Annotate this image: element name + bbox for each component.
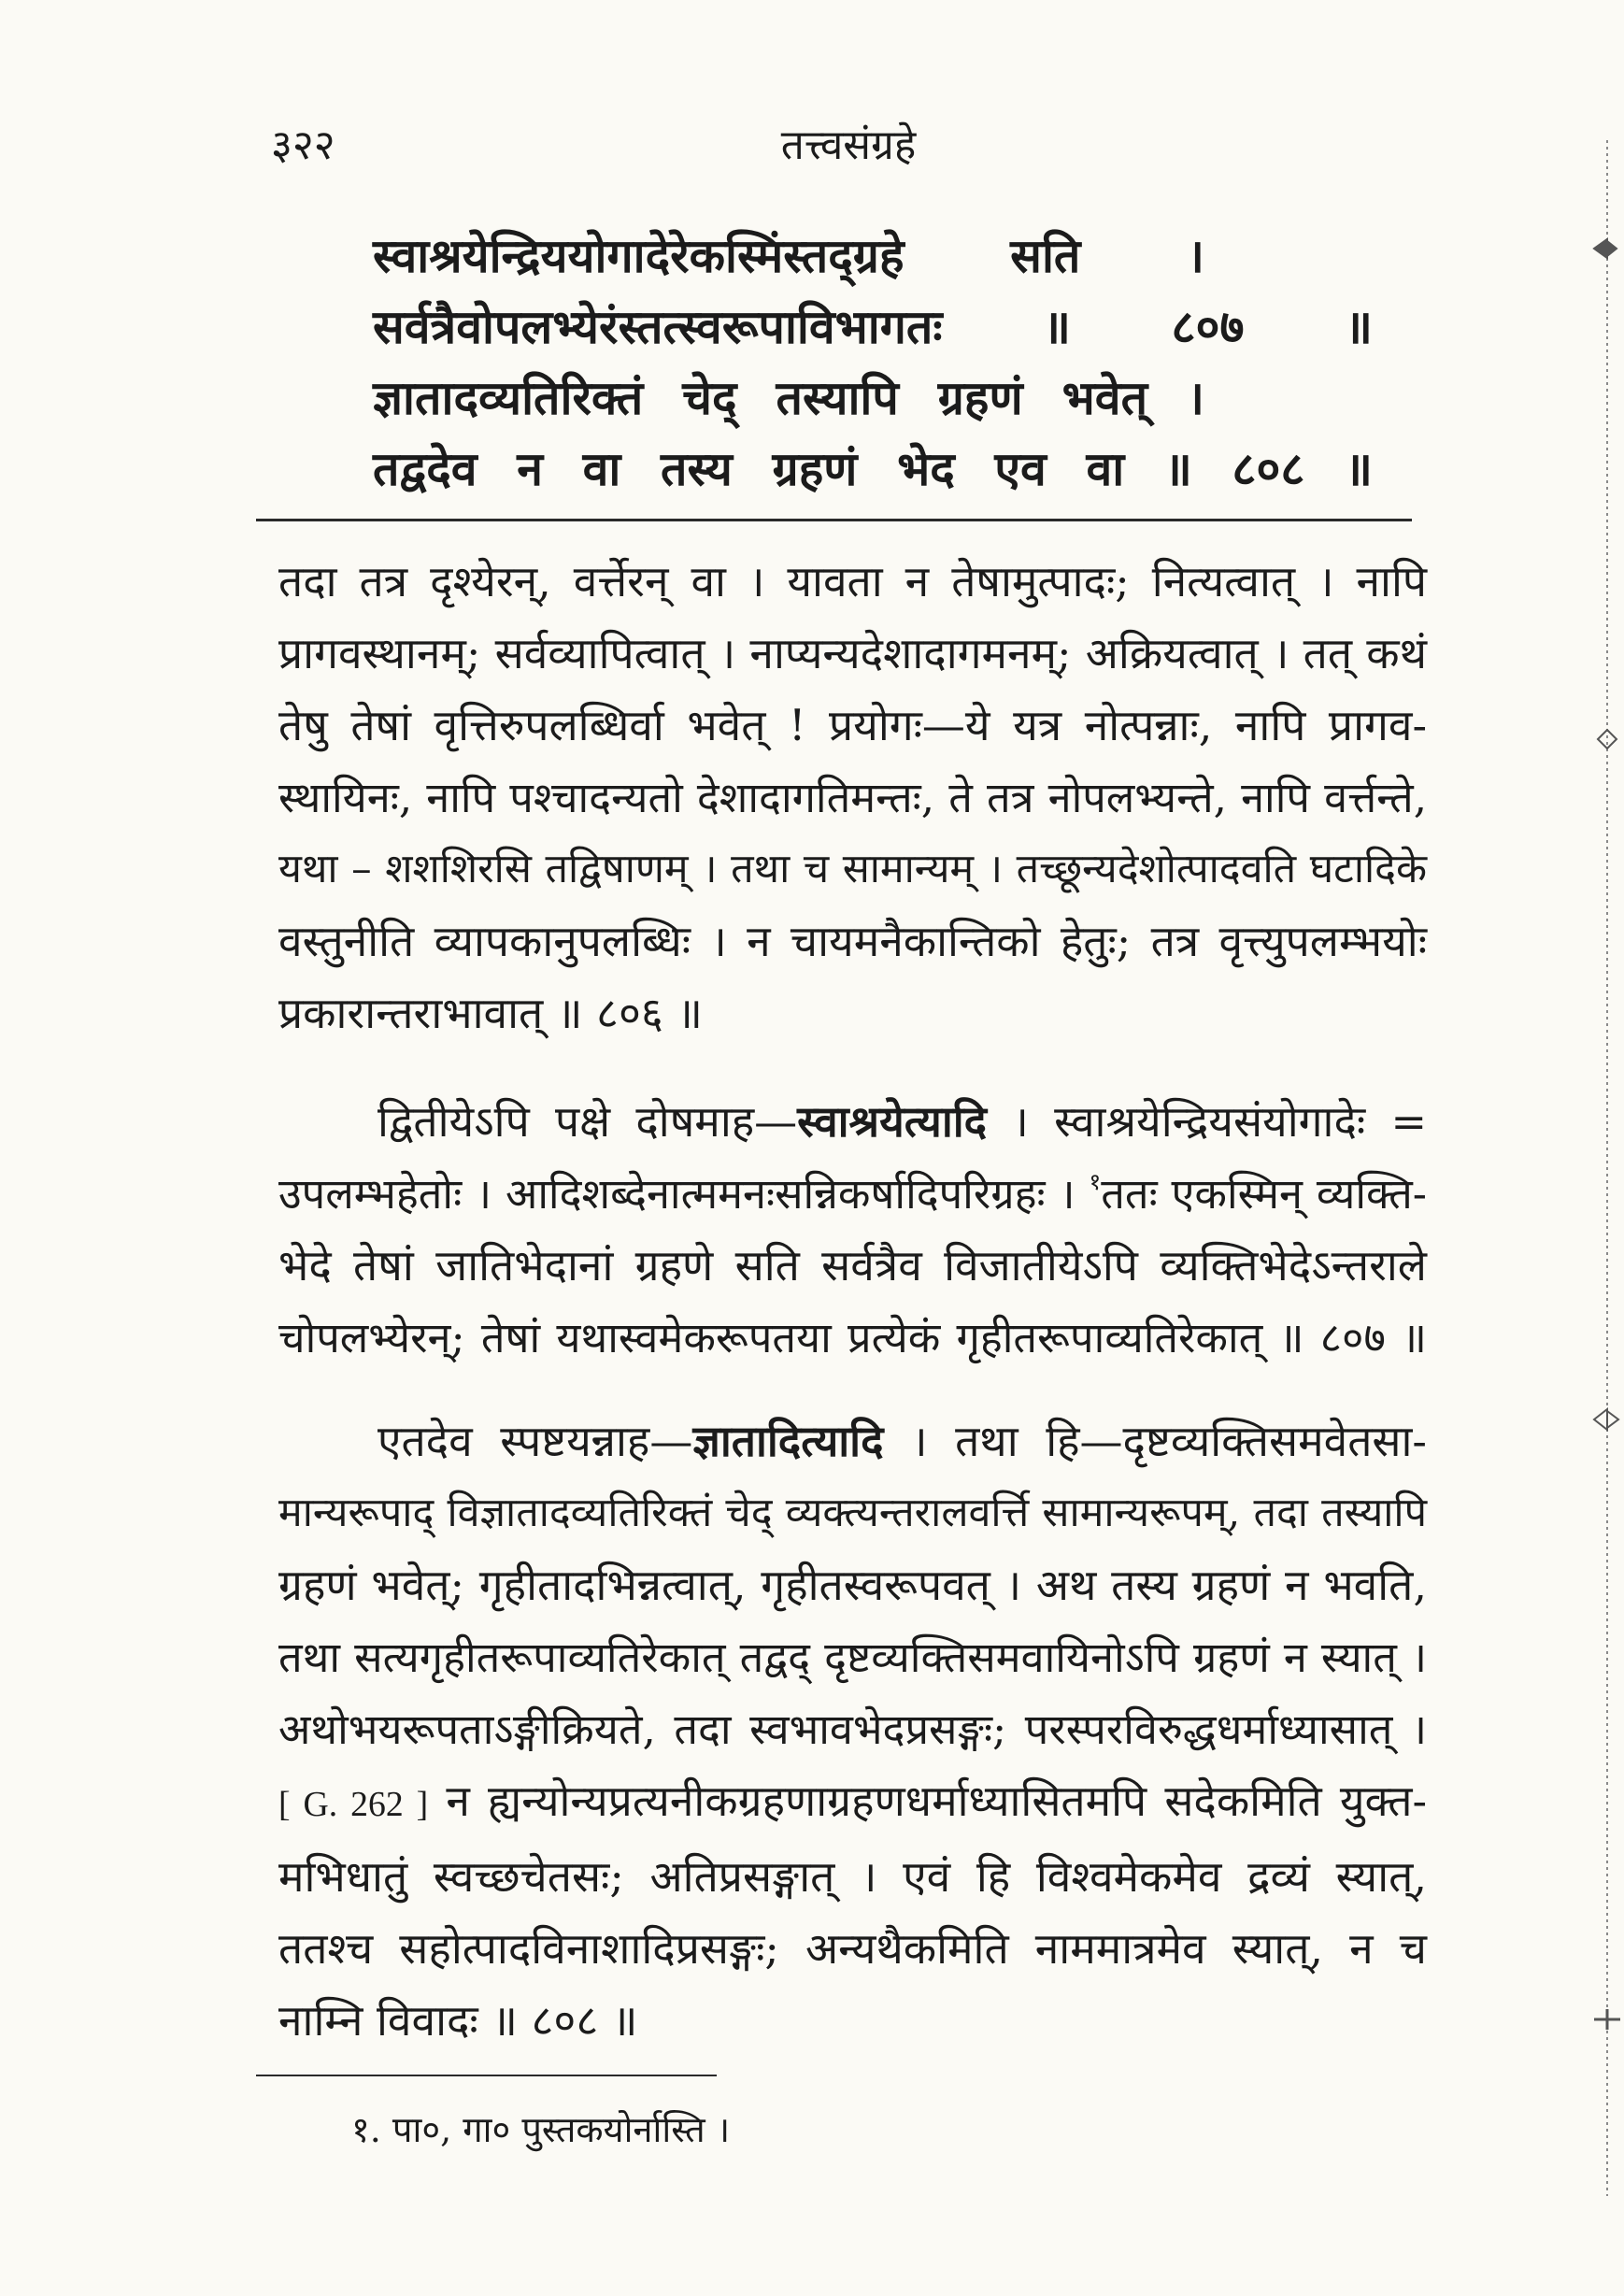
binding-edge-ornament bbox=[1587, 0, 1624, 2296]
commentary-line: यथा – शशशिरसि तद्विषाणम् । तथा च सामान्यम् । तच्छून्यदेशोत्पादवति घटादिके bbox=[278, 846, 1427, 892]
commentary-line: तथा सत्यगृहीतरूपाव्यतिरेकात् तद्वद् दृष्टव्यक्तिसमवायिनोऽपि ग्रहणं न स्यात् । bbox=[278, 1633, 1427, 1682]
verse-block bbox=[373, 221, 1377, 505]
commentary-line: नाम्नि विवादः ॥ ८०८ ॥ bbox=[278, 1995, 638, 2046]
line-text: द्वितीयेऽपि पक्षे दोषमाह— bbox=[378, 1096, 798, 1147]
line-text: । तथा हि—दृष्टव्यक्तिसमवेतसा- bbox=[883, 1416, 1427, 1466]
line-text: ततः एकस्मिन् व्यक्ति- bbox=[1101, 1169, 1427, 1219]
footnote-rule bbox=[256, 2075, 717, 2076]
verse-pratika-bold: स्वाश्रयेत्यादि bbox=[797, 1096, 988, 1147]
line-text: एतदेव स्पष्टयन्नाह— bbox=[378, 1416, 693, 1466]
footnote-marker: १ bbox=[1089, 1168, 1102, 1196]
commentary-line bbox=[278, 1405, 1427, 1477]
commentary-line: चोपलभ्येरन्; तेषां यथास्वमेकरूपतया प्रत्येकं गृहीतरूपाव्यतिरेकात् ॥ ८०७ ॥ bbox=[278, 1313, 1427, 1362]
page-number: ३२२ bbox=[271, 121, 335, 169]
line-text: न ह्यन्योन्यप्रत्यनीकग्रहणाग्रहणधर्माध्यासितमपि सदेकमिति युक्त- bbox=[428, 1775, 1427, 1826]
commentary-line: तेषु तेषां वृत्तिरुपलब्धिर्वा भवेत् ! प्रयोगः—ये यत्र नोत्पन्नाः, नापि प्रागव- bbox=[278, 700, 1427, 750]
commentary-line: वस्तुनीति व्यापकानुपलब्धिः । न चायमनैकान्तिको हेतुः; तत्र वृत्त्युपलम्भयोः bbox=[278, 916, 1427, 966]
commentary-line: स्थायिनः, नापि पश्चादन्यतो देशादागतिमन्तः, ते तत्र नोपलभ्यन्ते, नापि वर्त्तन्ते, bbox=[278, 773, 1427, 822]
commentary-line bbox=[278, 1765, 1427, 1841]
commentary-line: मान्यरूपाद् विज्ञातादव्यतिरिक्तं चेद् व्यक्त्यन्तरालवर्त्ति सामान्यरूपम्, तदा तस्यापि bbox=[278, 1490, 1427, 1536]
edition-page-reference: [ G. 262 ] bbox=[278, 1785, 429, 1824]
verse-line: सर्वत्रैवोपलभ्येरंस्तत्स्वरूपाविभागतः ॥ ८०७ ॥ bbox=[373, 299, 1373, 354]
commentary-line: भेदे तेषां जातिभेदानां ग्रहणे सति सर्वत्रैव विजातीयेऽपि व्यक्तिभेदेऽन्तराले bbox=[278, 1240, 1427, 1291]
commentary-paragraph bbox=[278, 1086, 1427, 1374]
line-text: उपलम्भहेतोः । आदिशब्देनात्ममनःसन्निकर्षादिपरिग्रहः । bbox=[278, 1169, 1090, 1219]
commentary-line: प्रकारान्तराभावात् ॥ ८०६ ॥ bbox=[278, 988, 703, 1038]
verse-line: तद्वदेव न वा तस्य ग्रहणं भेद एव वा ॥ ८०८ ॥ bbox=[373, 441, 1373, 496]
commentary-paragraph bbox=[278, 546, 1427, 1049]
commentary-line: मभिधातुं स्वच्छचेतसः; अतिप्रसङ्गात् । एवं हि विश्वमेकमेव द्रव्यं स्यात्, bbox=[278, 1851, 1427, 1902]
commentary-line bbox=[278, 1086, 1427, 1158]
commentary-line: प्रागवस्थानम्; सर्वव्यापित्वात् । नाप्यन्यदेशादागमनम्; अक्रियत्वात् । तत् कथं bbox=[278, 628, 1427, 678]
verse-divider-rule bbox=[256, 519, 1412, 521]
footnote: १. पा०, गा० पुस्तकयोर्नास्ति । bbox=[351, 2109, 731, 2150]
commentary-paragraph bbox=[278, 1405, 1427, 2057]
commentary-line: ग्रहणं भवेत्; गृहीतादभिन्नत्वात्, गृहीतस्वरूपवत् । अथ तस्य ग्रहणं न भवति, bbox=[278, 1560, 1427, 1610]
verse-pratika-bold: ज्ञातादित्यादि bbox=[692, 1416, 884, 1466]
line-text: । स्वाश्रयेन्द्रियसंयोगादेः = bbox=[987, 1096, 1427, 1147]
running-title: तत्त्वसंग्रहे bbox=[780, 121, 917, 169]
verse-line: स्वाश्रयेन्द्रिययोगादेरेकस्मिंस्तद्ग्रहे सति । bbox=[373, 228, 1204, 283]
commentary-line bbox=[278, 1158, 1427, 1230]
commentary-line: तदा तत्र दृश्येरन्, वर्त्तेरन् वा । यावता न तेषामुत्पादः; नित्यत्वात् । नापि bbox=[278, 556, 1427, 606]
commentary-line: ततश्च सहोत्पादविनाशादिप्रसङ्गः; अन्यथैकमिति नाममात्रमेव स्यात्, न च bbox=[278, 1923, 1427, 1974]
verse-line: ज्ञातादव्यतिरिक्तं चेद् तस्यापि ग्रहणं भवेत् । bbox=[373, 370, 1204, 425]
commentary-line: अथोभयरूपताऽङ्गीक्रियते, तदा स्वभावभेदप्रसङ्गः; परस्परविरुद्धधर्माध्यासात् । bbox=[278, 1704, 1427, 1754]
